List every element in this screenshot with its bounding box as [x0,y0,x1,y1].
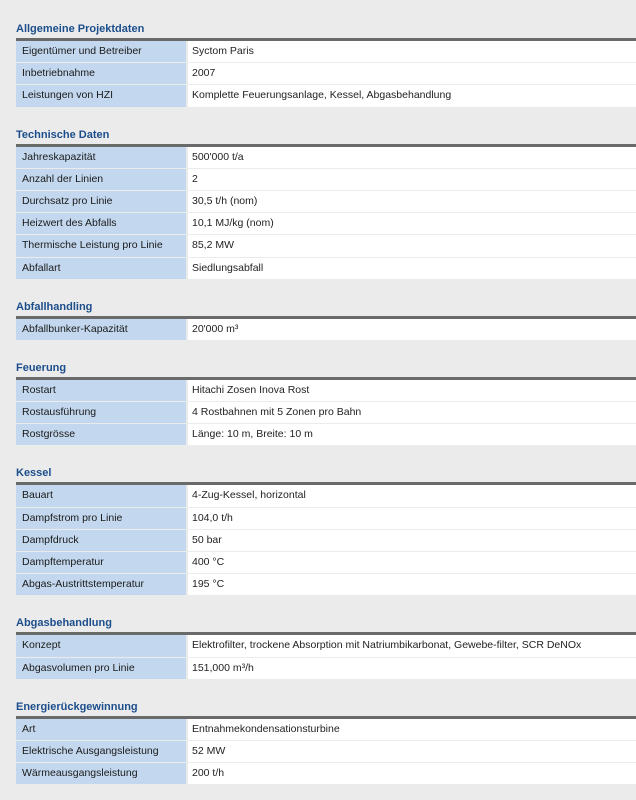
table-row [0,401,636,423]
row-value: Länge: 10 m, Breite: 10 m [188,424,636,445]
table-row [0,635,636,656]
row-label: Dampfdruck [16,530,186,551]
row-label: Eigentümer und Betreiber [16,41,186,62]
row-value: Entnahmekondensationsturbine [188,719,636,740]
table-row [0,168,636,190]
table-row [0,529,636,551]
table-row [0,147,636,168]
row-value: Syctom Paris [188,41,636,62]
row-label: Dampftemperatur [16,552,186,573]
table-row [0,573,636,595]
row-value: 2007 [188,63,636,84]
table-row [0,657,636,679]
section-title: Feuerung [16,361,67,374]
row-label: Dampfstrom pro Linie [16,508,186,529]
row-value: 151,000 m³/h [188,658,636,679]
row-value: 50 bar [188,530,636,551]
row-value: 2 [188,169,636,190]
row-label: Heizwert des Abfalls [16,213,186,234]
row-value: 200 t/h [188,763,636,784]
section-title: Allgemeine Projektdaten [16,23,145,35]
row-value: 4-Zug-Kessel, horizontal [188,485,636,506]
row-label: Rostgrösse [16,424,186,445]
table-row [0,257,636,279]
row-value: 52 MW [188,741,636,762]
table-row [0,551,636,573]
row-value: 400 °C [188,552,636,573]
row-label: Wärmeausgangsleistung [16,763,186,784]
section-title: Abgasbehandlung [16,617,112,630]
table-row [0,212,636,234]
section [0,22,636,107]
row-label: Jahreskapazität [16,147,186,168]
row-label: Abgas-Austrittstemperatur [16,574,186,595]
row-value: 104,0 t/h [188,508,636,529]
section [0,466,636,595]
table-row [0,719,636,740]
section [0,361,636,446]
table-row [0,740,636,762]
row-label: Thermische Leistung pro Linie [16,235,186,256]
table-row [0,190,636,212]
section [0,128,636,279]
table-row [0,62,636,84]
row-value: Komplette Feuerungsanlage, Kessel, Abgasbehandlung [188,85,636,106]
row-label: Bauart [16,485,186,506]
row-label: Konzept [16,635,186,656]
row-value: 30,5 t/h (nom) [188,191,636,212]
section-title: Abfallhandling [16,300,93,313]
section-title: Technische Daten [16,128,110,141]
row-value: 10,1 MJ/kg (nom) [188,213,636,234]
row-label: Anzahl der Linien [16,169,186,190]
row-value: 4 Rostbahnen mit 5 Zonen pro Bahn [188,402,636,423]
table-row [0,485,636,506]
row-value: 500'000 t/a [188,147,636,168]
row-value: Hitachi Zosen Inova Rost [188,380,636,401]
table-row [0,234,636,256]
row-value: Siedlungsabfall [188,258,636,279]
section [0,700,636,785]
table-row [0,41,636,62]
table-row [0,507,636,529]
row-label: Durchsatz pro Linie [16,191,186,212]
row-label: Leistungen von HZI [16,85,186,106]
row-value: Elektrofilter, trockene Absorption mit Natriumbikarbonat, Gewebe-filter, SCR DeNOx [188,635,636,656]
row-value: 85,2 MW [188,235,636,256]
row-label: Rostart [16,380,186,401]
row-value: 20'000 m³ [188,319,636,340]
row-value: 195 °C [188,574,636,595]
section-title: Kessel [16,467,52,480]
row-label: Abfallbunker-Kapazität [16,319,186,340]
table-row [0,319,636,340]
table-row [0,380,636,401]
row-label: Elektrische Ausgangsleistung [16,741,186,762]
section [0,616,636,678]
table-row [0,762,636,784]
row-label: Rostausführung [16,402,186,423]
section-title: Energierückgewinnung [16,700,138,713]
table-row [0,423,636,445]
row-label: Art [16,719,186,740]
section [0,300,636,340]
row-label: Inbetriebnahme [16,63,186,84]
table-row [0,84,636,106]
row-label: Abfallart [16,258,186,279]
row-label: Abgasvolumen pro Linie [16,658,186,679]
